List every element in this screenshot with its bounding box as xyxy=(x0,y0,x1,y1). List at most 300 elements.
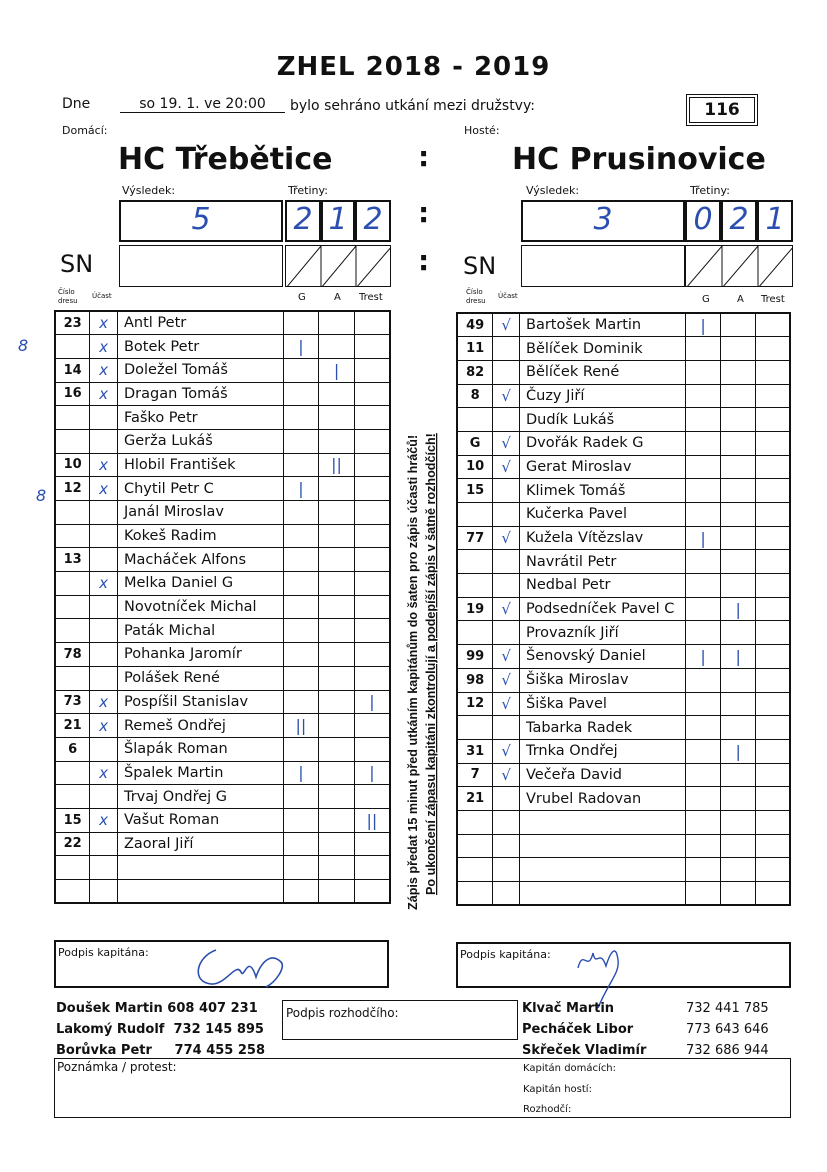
away-jersey-number: 99 xyxy=(457,645,493,669)
away-participation-mark xyxy=(493,360,520,384)
home-penalty-mark xyxy=(354,714,390,738)
away-assists-mark: | xyxy=(721,739,756,763)
contact-right-3-name: Skřeček Vladimír xyxy=(522,1043,647,1058)
away-penalty-mark xyxy=(755,810,790,834)
home-period-2: 1 xyxy=(321,200,355,242)
home-jersey-number: 6 xyxy=(55,737,90,761)
away-penalty-mark xyxy=(755,858,790,882)
away-participation-mark xyxy=(493,810,520,834)
home-col-ucast: Účast xyxy=(92,292,112,300)
away-player-name: Večeřa David xyxy=(520,763,686,787)
home-player-name: Vašut Roman xyxy=(117,808,283,832)
home-player-name: Faško Petr xyxy=(117,406,283,430)
away-col-a: A xyxy=(737,294,744,305)
away-goals-mark xyxy=(685,503,721,527)
away-player-name xyxy=(520,858,686,882)
home-captain-sig-label: Podpis kapitána: xyxy=(58,946,149,959)
home-goals-mark xyxy=(283,690,319,714)
away-penalty-mark xyxy=(755,503,790,527)
away-assists-mark xyxy=(721,360,756,384)
away-assists-mark xyxy=(721,337,756,361)
away-player-name: Nedbal Petr xyxy=(520,574,686,598)
home-player-row xyxy=(55,477,390,501)
away-player-row xyxy=(457,431,790,455)
away-jersey-number: 82 xyxy=(457,360,493,384)
home-goals-mark xyxy=(283,880,319,904)
away-penalty-mark xyxy=(755,384,790,408)
home-captain-label: Kapitán domácích: xyxy=(523,1063,617,1074)
home-player-name xyxy=(117,880,283,904)
away-goals-mark xyxy=(685,479,721,503)
away-participation-mark: √ xyxy=(493,455,520,479)
home-goals-mark: | xyxy=(283,477,319,501)
away-jersey-number xyxy=(457,882,493,906)
away-jersey-number xyxy=(457,834,493,858)
away-period-2: 2 xyxy=(721,200,757,242)
contacts-right-phones xyxy=(686,998,769,1061)
away-penalty-mark xyxy=(755,597,790,621)
away-player-row xyxy=(457,574,790,598)
home-roster-table xyxy=(54,310,391,904)
away-goals-mark xyxy=(685,858,721,882)
home-label: Domácí: xyxy=(62,124,108,137)
away-participation-mark: √ xyxy=(493,313,520,337)
home-player-name: Botek Petr xyxy=(117,335,283,359)
home-col-a: A xyxy=(334,292,341,303)
home-captain-signature xyxy=(186,942,306,988)
home-player-name: Hlobil František xyxy=(117,453,283,477)
home-penalty-mark xyxy=(354,358,390,382)
away-participation-mark xyxy=(493,503,520,527)
home-goals-mark xyxy=(283,548,319,572)
away-penalty-mark xyxy=(755,716,790,740)
match-date: so 19. 1. ve 20:00 xyxy=(120,96,285,113)
away-assists-mark xyxy=(721,574,756,598)
away-penalty-mark xyxy=(755,574,790,598)
away-assists-mark xyxy=(721,479,756,503)
away-goals-mark xyxy=(685,337,721,361)
away-player-row xyxy=(457,858,790,882)
away-penalty-mark xyxy=(755,668,790,692)
home-goals-mark xyxy=(283,453,319,477)
home-jersey-number xyxy=(55,572,90,596)
home-penalty-mark xyxy=(354,501,390,525)
away-captain-signature-box[interactable] xyxy=(456,942,791,988)
away-jersey-number xyxy=(457,408,493,432)
home-assists-mark xyxy=(319,643,355,667)
home-player-row xyxy=(55,548,390,572)
home-player-row xyxy=(55,643,390,667)
home-penalty-mark xyxy=(354,737,390,761)
away-penalty-mark xyxy=(755,431,790,455)
home-player-row xyxy=(55,666,390,690)
away-penalty-mark xyxy=(755,313,790,337)
referee-signature-box[interactable] xyxy=(282,1000,518,1040)
home-penalty-mark xyxy=(354,595,390,619)
away-penalty-mark xyxy=(755,526,790,550)
home-assists-mark xyxy=(319,524,355,548)
home-participation-mark: x xyxy=(90,808,118,832)
home-participation-mark xyxy=(90,406,118,430)
away-goals-mark xyxy=(685,384,721,408)
home-participation-mark: x xyxy=(90,453,118,477)
away-jersey-number: 98 xyxy=(457,668,493,692)
home-player-row xyxy=(55,358,390,382)
home-jersey-number: 22 xyxy=(55,832,90,856)
home-goals-mark xyxy=(283,808,319,832)
away-player-name: Vrubel Radovan xyxy=(520,787,686,811)
home-penalty-mark: | xyxy=(354,761,390,785)
away-penalty-mark xyxy=(755,645,790,669)
home-player-row xyxy=(55,714,390,738)
home-player-name: Polášek René xyxy=(117,666,283,690)
home-goals-mark: || xyxy=(283,714,319,738)
away-jersey-number: 10 xyxy=(457,455,493,479)
away-player-name: Čuzy Jiří xyxy=(520,384,686,408)
away-player-name: Šiška Pavel xyxy=(520,692,686,716)
home-jersey-number xyxy=(55,501,90,525)
home-participation-mark xyxy=(90,595,118,619)
away-participation-mark: √ xyxy=(493,668,520,692)
away-roster-table xyxy=(456,312,791,906)
away-goals-mark xyxy=(685,360,721,384)
away-participation-mark: √ xyxy=(493,739,520,763)
away-sn-slashes xyxy=(685,245,793,287)
home-assists-mark xyxy=(319,714,355,738)
away-participation-mark xyxy=(493,574,520,598)
home-penalty-mark xyxy=(354,643,390,667)
home-goals-mark xyxy=(283,524,319,548)
home-goals-mark: | xyxy=(283,335,319,359)
away-player-name: Dudík Lukáš xyxy=(520,408,686,432)
home-player-row xyxy=(55,429,390,453)
away-col-ucast: Účast xyxy=(498,292,518,300)
home-goals-mark xyxy=(283,311,319,335)
match-number-box xyxy=(686,94,758,126)
home-jersey-number xyxy=(55,856,90,880)
home-participation-mark xyxy=(90,429,118,453)
home-player-row xyxy=(55,785,390,809)
home-player-name: Novotníček Michal xyxy=(117,595,283,619)
home-participation-mark xyxy=(90,832,118,856)
home-penalty-mark xyxy=(354,453,390,477)
home-period-3: 2 xyxy=(355,200,391,242)
home-player-row xyxy=(55,761,390,785)
away-player-row xyxy=(457,810,790,834)
contact-right-1-name: Klvač Martin xyxy=(522,1001,615,1016)
home-participation-mark: x xyxy=(90,761,118,785)
away-assists-mark xyxy=(721,313,756,337)
home-assists-mark xyxy=(319,832,355,856)
away-participation-mark xyxy=(493,882,520,906)
away-player-name: Kučerka Pavel xyxy=(520,503,686,527)
away-goals-mark xyxy=(685,739,721,763)
contact-right-3-phone: 732 686 944 xyxy=(686,1043,769,1058)
away-jersey-number: 49 xyxy=(457,313,493,337)
home-player-row xyxy=(55,856,390,880)
home-jersey-number: 15 xyxy=(55,808,90,832)
contact-left-2: Lakomý Rudolf 732 145 895 xyxy=(56,1022,264,1037)
home-participation-mark: x xyxy=(90,477,118,501)
home-penalty-mark xyxy=(354,548,390,572)
home-player-row xyxy=(55,690,390,714)
home-goals-mark xyxy=(283,856,319,880)
away-penalty-mark xyxy=(755,787,790,811)
away-penalty-mark xyxy=(755,621,790,645)
home-assists-mark xyxy=(319,808,355,832)
away-jersey-number xyxy=(457,621,493,645)
home-jersey-number xyxy=(55,619,90,643)
home-assists-mark xyxy=(319,880,355,904)
home-player-row xyxy=(55,595,390,619)
away-player-name: Kuželа Vítězslav xyxy=(520,526,686,550)
home-player-row xyxy=(55,501,390,525)
home-jersey-number: 14 xyxy=(55,358,90,382)
match-number: 116 xyxy=(689,97,755,123)
away-player-name xyxy=(520,834,686,858)
away-assists-mark xyxy=(721,384,756,408)
home-assists-mark xyxy=(319,429,355,453)
away-goals-mark xyxy=(685,668,721,692)
away-player-name: Gerat Miroslav xyxy=(520,455,686,479)
home-periods-label: Třetiny: xyxy=(288,184,328,197)
home-goals-mark xyxy=(283,666,319,690)
home-goals-mark xyxy=(283,619,319,643)
away-goals-mark: | xyxy=(685,645,721,669)
home-assists-mark xyxy=(319,761,355,785)
away-result-label: Výsledek: xyxy=(526,184,580,197)
away-goals-mark xyxy=(685,810,721,834)
away-player-name: Šenovský Daniel xyxy=(520,645,686,669)
home-penalty-mark xyxy=(354,311,390,335)
home-player-row xyxy=(55,524,390,548)
home-jersey-number: 73 xyxy=(55,690,90,714)
away-participation-mark xyxy=(493,834,520,858)
away-participation-mark: √ xyxy=(493,526,520,550)
home-participation-mark xyxy=(90,856,118,880)
away-participation-mark xyxy=(493,787,520,811)
home-penalty-mark xyxy=(354,785,390,809)
away-assists-mark xyxy=(721,787,756,811)
home-jersey-number xyxy=(55,335,90,359)
away-participation-mark xyxy=(493,716,520,740)
away-jersey-number: 21 xyxy=(457,787,493,811)
home-player-row xyxy=(55,572,390,596)
away-goals-mark xyxy=(685,834,721,858)
away-jersey-number: 11 xyxy=(457,337,493,361)
home-jersey-number: 12 xyxy=(55,477,90,501)
home-jersey-number: 16 xyxy=(55,382,90,406)
away-player-name: Bělíček René xyxy=(520,360,686,384)
date-label: Dne xyxy=(62,96,91,112)
home-jersey-number xyxy=(55,406,90,430)
home-jersey-number: 21 xyxy=(55,714,90,738)
home-participation-mark xyxy=(90,785,118,809)
home-goals-mark xyxy=(283,358,319,382)
away-assists-mark xyxy=(721,431,756,455)
home-goals-mark: | xyxy=(283,761,319,785)
note-protest-box[interactable] xyxy=(54,1058,791,1118)
away-penalty-mark xyxy=(755,360,790,384)
away-participation-mark xyxy=(493,621,520,645)
away-assists-mark: | xyxy=(721,645,756,669)
away-assists-mark: | xyxy=(721,597,756,621)
home-assists-mark xyxy=(319,477,355,501)
home-participation-mark xyxy=(90,880,118,904)
away-player-row xyxy=(457,739,790,763)
home-jersey-number xyxy=(55,595,90,619)
home-participation-mark: x xyxy=(90,714,118,738)
home-assists-mark xyxy=(319,619,355,643)
away-goals-mark xyxy=(685,431,721,455)
away-player-name: Klimek Tomáš xyxy=(520,479,686,503)
home-player-row xyxy=(55,453,390,477)
form-title: ZHEL 2018 - 2019 xyxy=(276,52,551,82)
home-goals-mark xyxy=(283,643,319,667)
home-player-name: Kokeš Radim xyxy=(117,524,283,548)
away-assists-mark xyxy=(721,834,756,858)
away-goals-mark xyxy=(685,455,721,479)
home-player-name xyxy=(117,856,283,880)
referee-label: Rozhodčí: xyxy=(523,1104,572,1115)
home-player-row xyxy=(55,335,390,359)
home-col-trest: Trest xyxy=(359,292,383,303)
away-penalty-mark xyxy=(755,550,790,574)
away-period-1: 0 xyxy=(685,200,721,242)
home-jersey-number xyxy=(55,524,90,548)
home-team-name: HC Třebětice xyxy=(118,142,333,177)
away-periods-label: Třetiny: xyxy=(690,184,730,197)
away-goals-mark xyxy=(685,550,721,574)
home-goals-mark xyxy=(283,501,319,525)
away-player-row xyxy=(457,692,790,716)
away-player-name xyxy=(520,810,686,834)
away-player-name: Provazník Jiří xyxy=(520,621,686,645)
home-penalty-mark xyxy=(354,406,390,430)
away-player-row xyxy=(457,621,790,645)
away-player-name: Tabarka Radek xyxy=(520,716,686,740)
away-penalty-mark xyxy=(755,408,790,432)
away-player-row xyxy=(457,597,790,621)
away-penalty-mark xyxy=(755,882,790,906)
home-sn-slashes xyxy=(285,245,391,287)
home-player-name: Trvaj Ondřej G xyxy=(117,785,283,809)
away-player-row xyxy=(457,882,790,906)
home-participation-mark: x xyxy=(90,311,118,335)
away-goals-mark xyxy=(685,621,721,645)
home-captain-signature-box[interactable] xyxy=(54,940,389,988)
colon-team: : xyxy=(418,140,430,173)
contact-right-2-phone: 773 643 646 xyxy=(686,1022,769,1037)
colon-sn: : xyxy=(418,244,430,277)
home-player-row xyxy=(55,737,390,761)
away-player-name: Dvořák Radek G xyxy=(520,431,686,455)
home-player-name: Paták Michal xyxy=(117,619,283,643)
home-goals-mark xyxy=(283,595,319,619)
home-jersey-number xyxy=(55,880,90,904)
away-jersey-number xyxy=(457,550,493,574)
home-player-name: Antl Petr xyxy=(117,311,283,335)
away-goals-mark xyxy=(685,692,721,716)
away-jersey-number: 7 xyxy=(457,763,493,787)
contact-left-1: Doušek Martin 608 407 231 xyxy=(56,1001,258,1016)
away-jersey-number xyxy=(457,858,493,882)
home-sn-label: SN xyxy=(60,250,94,278)
away-player-row xyxy=(457,787,790,811)
away-goals-mark xyxy=(685,716,721,740)
away-assists-mark xyxy=(721,526,756,550)
home-jersey-number xyxy=(55,429,90,453)
home-assists-mark: || xyxy=(319,453,355,477)
home-player-name: Macháček Alfons xyxy=(117,548,283,572)
home-participation-mark: x xyxy=(90,382,118,406)
home-player-name: Pospíšil Stanislav xyxy=(117,690,283,714)
away-player-name: Bělíček Dominik xyxy=(520,337,686,361)
away-penalty-mark xyxy=(755,479,790,503)
away-player-row xyxy=(457,668,790,692)
home-assists-mark xyxy=(319,785,355,809)
home-penalty-mark xyxy=(354,524,390,548)
away-assists-mark xyxy=(721,408,756,432)
home-jersey-number: 10 xyxy=(55,453,90,477)
away-goals-mark xyxy=(685,787,721,811)
away-participation-mark xyxy=(493,337,520,361)
home-assists-mark xyxy=(319,311,355,335)
away-captain-label: Kapitán hostí: xyxy=(523,1084,592,1095)
home-assists-mark: | xyxy=(319,358,355,382)
away-team-name: HC Prusinovice xyxy=(512,142,766,177)
away-goals-mark xyxy=(685,597,721,621)
away-jersey-number: 31 xyxy=(457,739,493,763)
home-penalty-mark xyxy=(354,382,390,406)
home-assists-mark xyxy=(319,382,355,406)
home-assists-mark xyxy=(319,406,355,430)
away-player-name xyxy=(520,882,686,906)
away-player-row xyxy=(457,550,790,574)
away-player-row xyxy=(457,408,790,432)
away-col-number: Číslo dresu xyxy=(466,288,486,305)
home-jersey-number: 23 xyxy=(55,311,90,335)
home-penalty-mark xyxy=(354,856,390,880)
away-label: Hosté: xyxy=(464,124,500,137)
away-assists-mark xyxy=(721,763,756,787)
away-jersey-number xyxy=(457,810,493,834)
home-jersey-number: 13 xyxy=(55,548,90,572)
home-score: 5 xyxy=(119,200,283,242)
home-player-name: Zaoral Jiří xyxy=(117,832,283,856)
home-player-name: Doležel Tomáš xyxy=(117,358,283,382)
home-participation-mark xyxy=(90,524,118,548)
away-sn-box xyxy=(521,245,685,287)
home-assists-mark xyxy=(319,572,355,596)
away-captain-sig-label: Podpis kapitána: xyxy=(460,948,551,961)
contact-left-3: Borůvka Petr 774 455 258 xyxy=(56,1043,266,1058)
away-jersey-number: 77 xyxy=(457,526,493,550)
away-player-row xyxy=(457,716,790,740)
away-penalty-mark xyxy=(755,834,790,858)
home-assists-mark xyxy=(319,595,355,619)
margin-note-2: 8 xyxy=(36,486,47,505)
away-goals-mark xyxy=(685,408,721,432)
home-goals-mark xyxy=(283,785,319,809)
home-player-name: Chytil Petr C xyxy=(117,477,283,501)
home-penalty-mark xyxy=(354,477,390,501)
home-player-name: Špalek Martin xyxy=(117,761,283,785)
home-participation-mark xyxy=(90,548,118,572)
margin-note-1: 8 xyxy=(18,336,29,355)
away-participation-mark xyxy=(493,479,520,503)
home-player-name: Šlapák Roman xyxy=(117,737,283,761)
